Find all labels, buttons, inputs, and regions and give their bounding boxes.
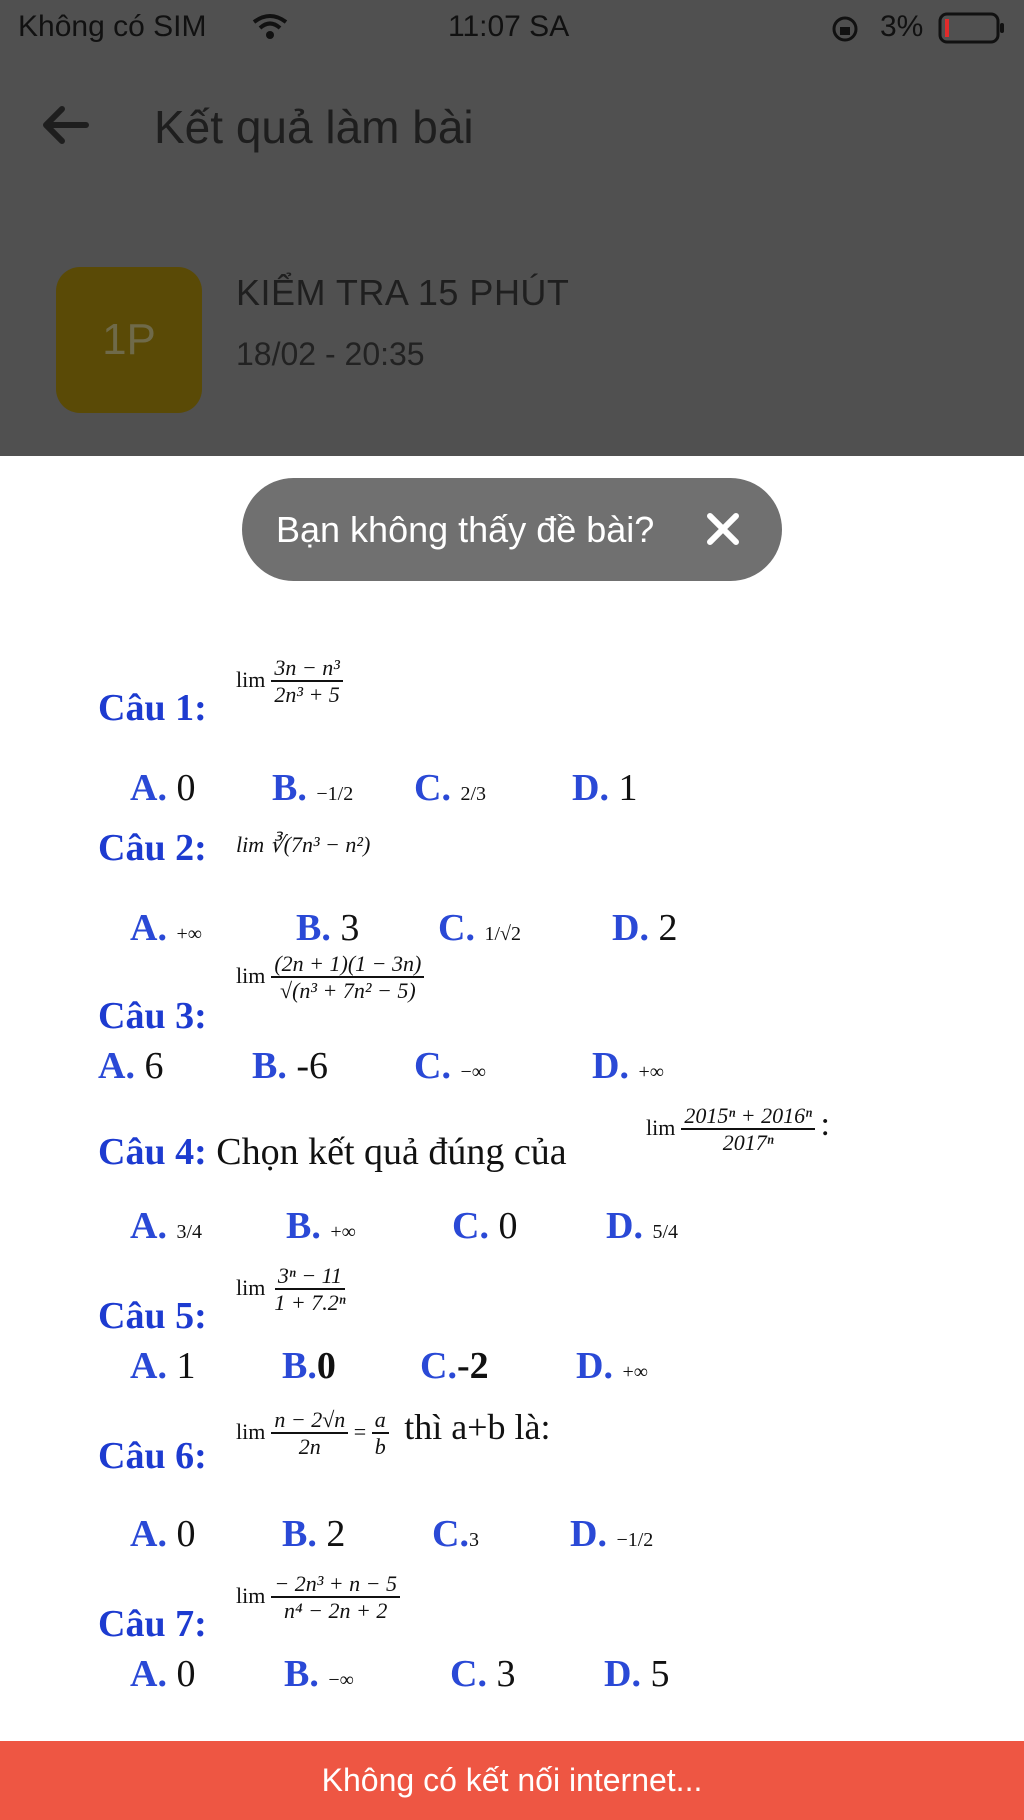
option-c[interactable]: C.3 <box>432 1513 479 1555</box>
option-a[interactable]: A. 1 <box>130 1345 196 1387</box>
option-d[interactable]: D. 5 <box>604 1653 670 1695</box>
prompt-text: Bạn không thấy đề bài? <box>276 508 655 550</box>
option-a[interactable]: A. 0 <box>130 767 196 809</box>
question-label: Câu 7: <box>98 1603 207 1645</box>
question-expression: lim ∛(7n³ − n²) <box>236 832 371 857</box>
option-d[interactable]: D. +∞ <box>576 1345 648 1387</box>
question-expression: lim $\frac{\text{3ⁿ − 11}}{\text{1 + 7.2ⁿ}}$ <box>236 1263 346 1316</box>
option-d[interactable]: D. 5/4 <box>606 1205 679 1247</box>
question-expression: lim $\frac{(2n + 1)(1 - 3n)}{\text{√(n³ + 7n² − 5)}}$ <box>236 952 424 1003</box>
option-d[interactable]: D. −1/2 <box>570 1513 654 1555</box>
clock-text: 11:07 SA <box>448 10 570 43</box>
option-c[interactable]: C. 2/3 <box>414 767 487 809</box>
option-b[interactable]: B.0 <box>282 1345 336 1387</box>
exam-date: 18/02 - 20:35 <box>236 336 425 372</box>
question-expression: lim $\frac{\text{− 2n³ + n − 5}}{\text{n⁴ − 2n + 2}}$ <box>236 1572 400 1623</box>
option-a[interactable]: A. +∞ <box>130 907 202 949</box>
option-a[interactable]: A. 0 <box>130 1513 196 1555</box>
exam-avatar: 1P <box>56 267 202 413</box>
back-arrow-icon[interactable] <box>40 105 90 145</box>
option-b[interactable]: B. −1/2 <box>272 767 354 809</box>
option-c[interactable]: C. 1/√2 <box>438 907 521 949</box>
option-b[interactable]: B. +∞ <box>286 1205 356 1247</box>
option-b[interactable]: B. 3 <box>296 907 360 949</box>
option-d[interactable]: D. +∞ <box>592 1045 664 1087</box>
status-bar <box>0 0 1024 58</box>
battery-icon <box>938 12 1006 44</box>
question-label: Câu 4: Chọn kết quả đúng của <box>98 1131 567 1173</box>
question-expression: lim $\frac{n - 2√n}{2n}$ = $\frac{a}{b}$ thì a+b là: <box>236 1407 551 1460</box>
question-expression: lim $\frac{\text{2015ⁿ + 2016ⁿ}}{\text{2017ⁿ}}$ : <box>646 1103 830 1156</box>
option-a[interactable]: A. 0 <box>130 1653 196 1695</box>
option-c[interactable]: C. 0 <box>452 1205 518 1247</box>
option-b[interactable]: B. 2 <box>282 1513 346 1555</box>
question-label: Câu 2: <box>98 827 207 869</box>
close-icon[interactable] <box>698 504 748 554</box>
exam-title: KIỂM TRA 15 PHÚT <box>236 272 570 313</box>
rotation-lock-icon <box>830 14 860 44</box>
carrier-text: Không có SIM <box>18 10 207 43</box>
option-d[interactable]: D. 1 <box>572 767 638 809</box>
question-label: Câu 5: <box>98 1295 207 1337</box>
question-label: Câu 1: <box>98 687 207 729</box>
question-expression: lim $\frac{\text{3n − n³}}{\text{2n³ + 5}}$ <box>236 656 343 707</box>
option-c[interactable]: C. 3 <box>450 1653 516 1695</box>
option-c[interactable]: C.-2 <box>420 1345 489 1387</box>
option-a[interactable]: A. 3/4 <box>130 1205 203 1247</box>
option-b[interactable]: B. -6 <box>252 1045 329 1087</box>
question-label: Câu 3: <box>98 995 207 1037</box>
option-d[interactable]: D. 2 <box>612 907 678 949</box>
wifi-icon <box>252 12 288 42</box>
page-title: Kết quả làm bài <box>154 101 474 153</box>
option-a[interactable]: A. 6 <box>98 1045 164 1087</box>
option-c[interactable]: C. −∞ <box>414 1045 486 1087</box>
question-label: Câu 6: <box>98 1435 207 1477</box>
no-internet-banner: Không có kết nối internet... <box>0 1741 1024 1820</box>
missing-question-prompt[interactable] <box>242 478 782 581</box>
battery-text: 3% <box>880 10 924 43</box>
option-b[interactable]: B. −∞ <box>284 1653 354 1695</box>
